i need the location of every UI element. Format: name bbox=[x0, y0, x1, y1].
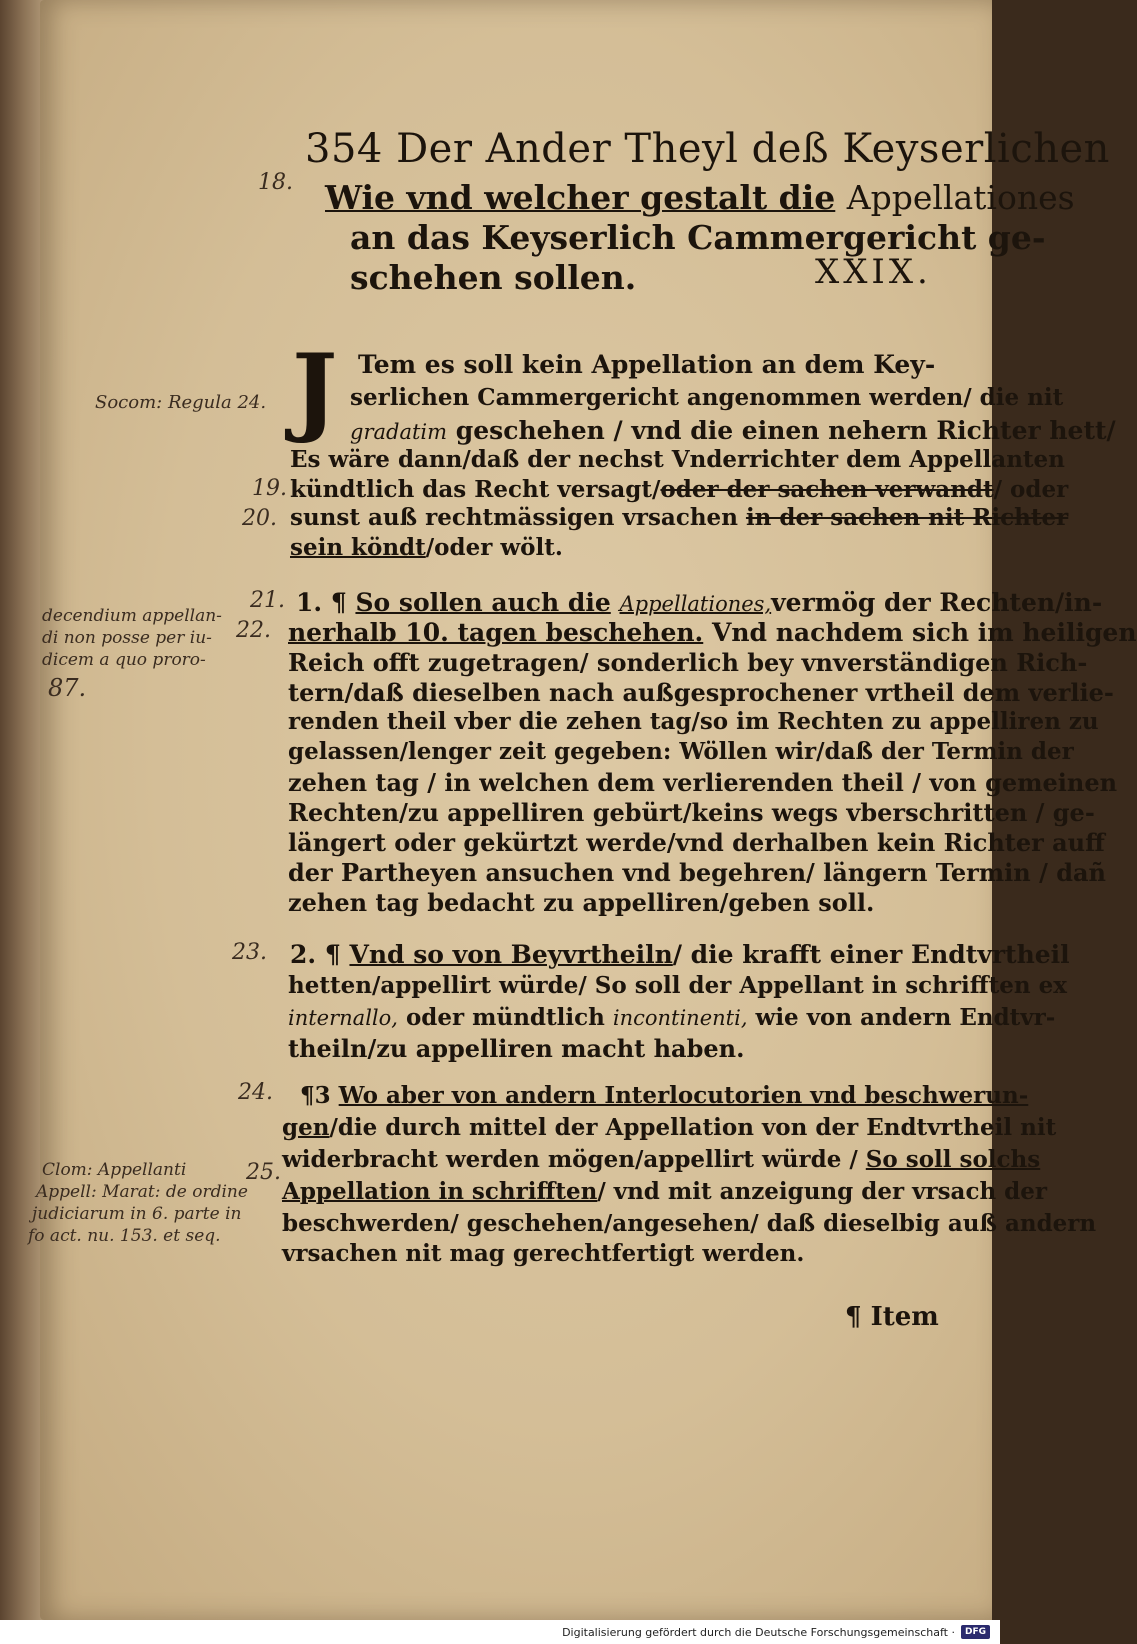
p2-lead: So sollen auch die bbox=[355, 588, 611, 617]
p1-line-6-a: sunst auß rechtmässigen vrsachen bbox=[290, 504, 738, 531]
chapter-title-line-1 bbox=[325, 178, 1075, 217]
margin-note-decendium-4: 87. bbox=[48, 674, 87, 702]
p3-num: 2. bbox=[290, 940, 317, 969]
p1-line-5-c: / oder bbox=[993, 476, 1069, 503]
p4-line-4-underlined: Appellation in schrifften bbox=[282, 1178, 598, 1205]
title-underlined: Wie vnd welcher gestalt die bbox=[325, 178, 836, 217]
p2-line-2 bbox=[288, 618, 1137, 647]
marker-22: 22. bbox=[236, 618, 271, 643]
marker-19: 19. bbox=[252, 476, 287, 501]
p2-line-9: längert oder gekürtzt werde/vnd derhalben kein Richter auff bbox=[288, 828, 1105, 857]
p2-line-8: Rechten/zu appelliren gebürt/keins wegs vberschritten / ge- bbox=[288, 798, 1095, 827]
p4-line-1 bbox=[300, 1082, 1028, 1109]
margin-note-clom-2: Appell: Marat: de ordine bbox=[36, 1182, 248, 1202]
chapter-title-line-2: an das Keyserlich Cammergericht ge- bbox=[350, 218, 1046, 257]
p4-line-3-a: widerbracht werden mögen/appellirt würde / bbox=[282, 1146, 858, 1173]
p2-latin: Appellationes, bbox=[619, 592, 772, 616]
p2-line-7: zehen tag / in welchen dem verlierenden theil / von gemeinen bbox=[288, 768, 1118, 797]
p2-line-3: Reich offt zugetragen/ sonderlich bey vnverständigen Rich- bbox=[288, 648, 1088, 677]
marker-25: 25. bbox=[246, 1160, 281, 1185]
marker-23: 23. bbox=[232, 940, 267, 965]
p1-line-4: Es wäre dann/daß der nechst Vnderrichter dem Appellanten bbox=[290, 446, 1065, 473]
margin-note-decendium-2: di non posse per iu- bbox=[42, 628, 212, 648]
margin-note-decendium-3: dicem a quo proro- bbox=[42, 650, 206, 670]
margin-note-clom-3: judiciarum in 6. parte in bbox=[32, 1204, 242, 1224]
marker-21: 21. bbox=[250, 588, 285, 613]
marker-20: 20. bbox=[242, 506, 277, 531]
p1-line-6-struck: in der sachen nit Richter bbox=[745, 504, 1069, 531]
p3-line-3 bbox=[288, 1004, 1055, 1031]
p4-line-2-underlined: gen bbox=[282, 1114, 330, 1141]
p4-line-5: beschwerden/ geschehen/angesehen/ daß dieselbig auß andern bbox=[282, 1210, 1097, 1237]
chapter-number: XXIX. bbox=[815, 252, 932, 292]
digitization-footer bbox=[0, 1620, 1000, 1644]
p3-lead: Vnd so von Beyvrtheiln bbox=[349, 940, 673, 969]
p4-line-2 bbox=[282, 1114, 1056, 1141]
p1-line-1: Tem es soll kein Appellation an dem Key- bbox=[358, 350, 936, 379]
pilcrow-icon: ¶ bbox=[330, 588, 347, 617]
p3-line-4: theiln/zu appelliren macht haben. bbox=[288, 1034, 745, 1063]
p1-line-3-text: geschehen / vnd die einen nehern Richter hett/ bbox=[455, 416, 1116, 445]
chapter-margin-number: 18. bbox=[258, 170, 293, 195]
p3-line-3-b: oder mündtlich bbox=[405, 1004, 605, 1031]
margin-note-decendium-1: decendium appellan- bbox=[42, 606, 222, 626]
margin-note-socom: Socom: Regula 24. bbox=[95, 392, 267, 413]
p2-rest1: vermög der Rechten/in- bbox=[771, 588, 1103, 617]
running-header bbox=[305, 126, 1110, 172]
p4-line-2-b: /die durch mittel der Appellation von der Endtvrtheil nit bbox=[329, 1114, 1057, 1141]
p1-line-6 bbox=[290, 504, 1068, 531]
p3-rest1: / die krafft einer Endtvrtheil bbox=[672, 940, 1070, 969]
p2-line-1 bbox=[296, 588, 1102, 617]
p3-line-1 bbox=[290, 940, 1070, 969]
latin-gradatim: gradatim bbox=[350, 420, 448, 444]
running-title: Der Ander Theyl deß Keyserlichen bbox=[396, 126, 1110, 172]
p4-line-6: vrsachen nit mag gerechtfertigt werden. bbox=[282, 1240, 805, 1267]
p4-line-3-underlined: So soll solchs bbox=[865, 1146, 1041, 1173]
p2-line-6: gelassen/lenger zeit gegeben: Wöllen wir/daß der Termin der bbox=[288, 738, 1074, 765]
p2-line-10: der Partheyen ansuchen vnd begehren/ längern Termin / dañ bbox=[288, 858, 1106, 887]
p2-line-11: zehen tag bedacht zu appelliren/geben soll. bbox=[288, 888, 875, 917]
margin-note-clom-4: fo act. nu. 153. et seq. bbox=[28, 1226, 221, 1246]
p4-lead: Wo aber von andern Interlocutorien vnd beschwerun- bbox=[338, 1082, 1029, 1109]
p1-line-5 bbox=[290, 476, 1068, 503]
p3-line-2: hetten/appellirt würde/ So soll der Appellant in schrifften ex bbox=[288, 972, 1067, 999]
p1-line-5-a: kündtlich das Recht versagt/ bbox=[290, 476, 661, 503]
p2-line-4: tern/daß dieselben nach außgesprochener vrtheil dem verlie- bbox=[288, 678, 1114, 707]
catchword: ¶ Item bbox=[845, 1302, 939, 1332]
p1-line-7 bbox=[290, 534, 563, 561]
p2-num: 1. bbox=[296, 588, 323, 617]
p1-line-7-underlined: sein köndt bbox=[290, 534, 426, 561]
marker-24: 24. bbox=[238, 1080, 273, 1105]
p2-line-5: renden theil vber die zehen tag/so im Rechten zu appelliren zu bbox=[288, 708, 1099, 735]
p4-line-4-b: / vnd mit anzeigung der vrsach der bbox=[597, 1178, 1048, 1205]
page-number: 354 bbox=[305, 126, 383, 172]
p4-line-3 bbox=[282, 1146, 1040, 1173]
p3-latin-1: internallo, bbox=[288, 1006, 398, 1030]
footer-text: Digitalisierung gefördert durch die Deutsche Forschungsgemeinschaft · bbox=[562, 1625, 955, 1639]
p1-line-7-b: /oder wölt. bbox=[425, 534, 563, 561]
pilcrow-icon: ¶ bbox=[324, 940, 341, 969]
p2-line-2-b: Vnd nachdem sich im heiligen bbox=[711, 618, 1137, 647]
p1-line-5-struck: oder der sachen verwandt bbox=[660, 476, 994, 503]
pilcrow-icon: ¶3 bbox=[300, 1082, 331, 1109]
p3-latin-2: incontinenti, bbox=[612, 1006, 748, 1030]
title-latin: Appellationes bbox=[846, 178, 1075, 217]
p1-line-2: serlichen Cammergericht angenommen werden/ die nit bbox=[350, 384, 1064, 411]
margin-note-clom-1: Clom: Appellanti bbox=[42, 1160, 187, 1180]
p3-line-3-c: wie von andern Endtvr- bbox=[755, 1004, 1056, 1031]
p2-line-2-underlined: nerhalb 10. tagen beschehen. bbox=[288, 618, 704, 647]
decorated-initial: J bbox=[292, 333, 338, 446]
chapter-title-line-3: schehen sollen. bbox=[350, 258, 637, 297]
p1-line-3 bbox=[350, 416, 1116, 445]
p4-line-4 bbox=[282, 1178, 1047, 1205]
dfg-logo-icon: DFG bbox=[961, 1625, 990, 1639]
